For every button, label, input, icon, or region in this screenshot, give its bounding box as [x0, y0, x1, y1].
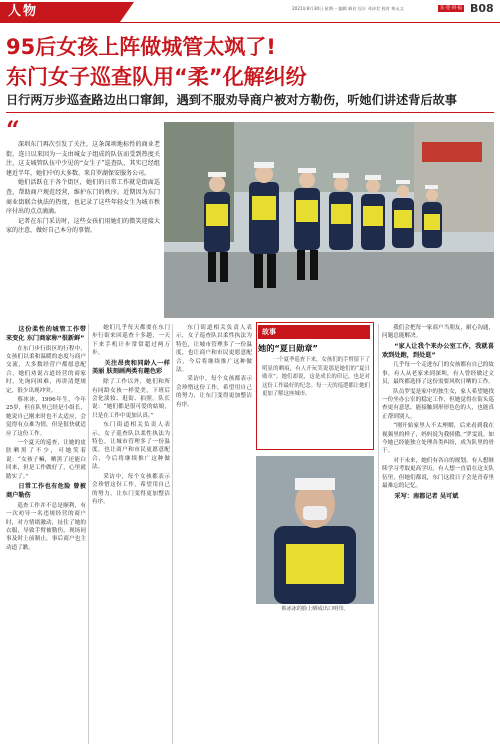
article-paragraph: 采访中，每个女孩都表示会珍惜这份工作，希望用自己的努力，让东门变得更加整洁有序。	[92, 473, 170, 505]
article-paragraph: 巡查工作并不总是顺利，有一次劝导一名违规经营的商户时，对方情绪激动，扯住了她的衣服，导致手臂被勒伤，现场同事及时上前制止，事后商户也主动道了歉。	[6, 502, 86, 551]
article-paragraph: 蔡冰冰，1996年生，今年25岁，但在队里已经是小组长，她说自己刚来时也不太适应，会觉得有点难为情，但是很快就适应了这份工作。	[6, 397, 86, 437]
lead-paragraph: 深圳东门再次引发了关注，这条深圳地标性的商业老街，连日以来因为一支由城女子组成的队伍而受到热度关注，这支城管队伍中少见的“女生子”巡查队，其实已经组建近半年，她们中的大多数，来自罗湖保安服务公司。	[6, 141, 160, 177]
article-column-2	[92, 324, 170, 748]
article-paragraph: “刚开始家里人不太理解，后来看到我在视频里的样子，妈妈说为我骄傲。”罗雯说。如今她已经能独立处理各类纠纷，成为队里的骨干。	[382, 423, 494, 455]
section-heading: “家人让我个来办公室工作，我就喜欢到处跑，到处逛”	[382, 342, 494, 359]
story-text	[262, 356, 370, 446]
date-line: 2021年8月30日 星期一 编辑 韩启 设计 邓诗君 校对 黄永文	[292, 6, 404, 11]
column-rule	[378, 324, 379, 744]
subheadline: 日行两万步巡查路边出口窜卸，遇到不服劝导商户被对方勒伤，听她们讲述背后故事	[6, 93, 457, 107]
section-heading: 日常工作也有危险 曾被商户勒伤	[6, 483, 86, 499]
column-rule	[172, 324, 173, 744]
article-paragraph: 除了工作以外，她们和所有同龄女孩一样爱美，下班后会化淡妆、逛街、拍照。队长说：“她们都是很可爱的姑娘，只是在工作中更加认真。”	[92, 379, 170, 419]
article-paragraph: 几乎每一个走进东门的女孩都有自己的故事。有人从老家来到深圳，有人曾经做过文员，最终都选择了这份需要风吹日晒的工作。	[382, 362, 494, 386]
article-paragraph: 队员罗雯是家中的独生女，家人希望她找一份坐办公室的稳定工作，但她觉得在街头巡查更有意思，能接触到形形色色的人，也能真正帮到别人。	[382, 388, 494, 420]
lead-paragraph: 记者在东门采访时，这些女孩们用她们的微笑迎接大家的注意，做好自己本分的事情。	[6, 217, 160, 235]
article-paragraph: 采访中，每个女孩都表示会珍惜这份工作，希望用自己的努力，让东门变得更加整洁有序。	[176, 376, 252, 408]
photo-caption: 蔡冰冰的脸上晒成出口明印。	[281, 606, 349, 612]
article-paragraph: 我们会把每一家商户当朋友，耐心沟通，问题总能解决。	[382, 325, 494, 340]
article-paragraph: 一个夏天的巡查，让她的皮肤晒黑了不少，可她笑着说：“女孩子嘛，晒黑了还能白回来，但是工作做好了，心里就踏实了。”	[6, 440, 86, 480]
top-rule	[0, 22, 500, 23]
page-number: B08	[470, 2, 494, 15]
section-heading: 关注昂贵和同龄人一样美丽 肤刻画两类有趣色彩	[92, 359, 170, 376]
article-paragraph: 她们几乎每天都要在东门步行街来回巡查十多趟，一天下来手机计步常常超过两万步。	[92, 325, 170, 357]
article-column-4	[382, 324, 494, 748]
article-column-3	[176, 324, 252, 748]
portrait-photo	[256, 456, 374, 604]
newspaper-badge: 东·莞·时·报	[440, 6, 463, 11]
main-photo	[164, 122, 494, 318]
story-paragraph: 一个夏季巡查下来，女孩们的手臂留下了明显的晒痕，有人开玩笑说那是她们的“夏日勋章”。她们却说，这是成长的印记，也是对这份工作最好的纪念。每一天的巡逻都让她们更加了解这座城市。	[262, 357, 370, 398]
masthead	[0, 0, 500, 22]
article-paragraph: 对于未来，她们有各自的规划，有人想继续学习考取更高学历，有人想一直留在这支队伍里，但她们都说，东门这段日子会是青春里最难忘的记忆。	[382, 457, 494, 490]
column-rule	[88, 324, 89, 744]
article-paragraph: 东门街道相关负责人表示，女子巡查队以柔性执法为特色，让城市管理多了一份温度，也让商户和市民更愿意配合，今后将继续推广这种做法。	[176, 325, 252, 374]
story-tag: 故事	[258, 325, 370, 339]
headline-line2: 东门女子巡查队用“柔”化解纠纷	[6, 65, 307, 89]
headline-line1: 95后女孩上阵做城管太飒了!	[6, 35, 276, 59]
byline: 采写：南都记者 吴可斌	[394, 492, 459, 500]
quote-mark-icon: “	[6, 115, 20, 144]
article-paragraph: 在东门步行街区的行程中，女孩们以柔和温暖的态度与商户交流，大多数经营户都愿意配合，她们劝说占道经营的商家时，先询问困难，再讲清楚规定，很少出现冲突。	[6, 345, 86, 394]
section-tab: 人物	[0, 2, 120, 22]
article-column-1	[6, 324, 86, 748]
story-title: 她的“夏日勋章”	[258, 343, 318, 353]
section-heading: 这份柔性的城管工作带来变化 东门商家称“很新鲜”	[6, 326, 86, 342]
subhead-rule	[6, 112, 494, 113]
article-paragraph: 东门街道相关负责人表示，女子巡查队以柔性执法为特色，让城市管理多了一份温度，也让商户和市民更愿意配合，今后将继续推广这种做法。	[92, 422, 170, 471]
lead-paragraph: 她们活跃在于各个街区，她们的日常工作就是街面巡查，帮助商户规范经营，维护东门的秩序。近期因为东门商业街联合执法的热度，也记录了这些年轻女生为城市秩序付出的点点滴滴。	[6, 179, 160, 216]
lead-paragraphs	[6, 140, 160, 316]
